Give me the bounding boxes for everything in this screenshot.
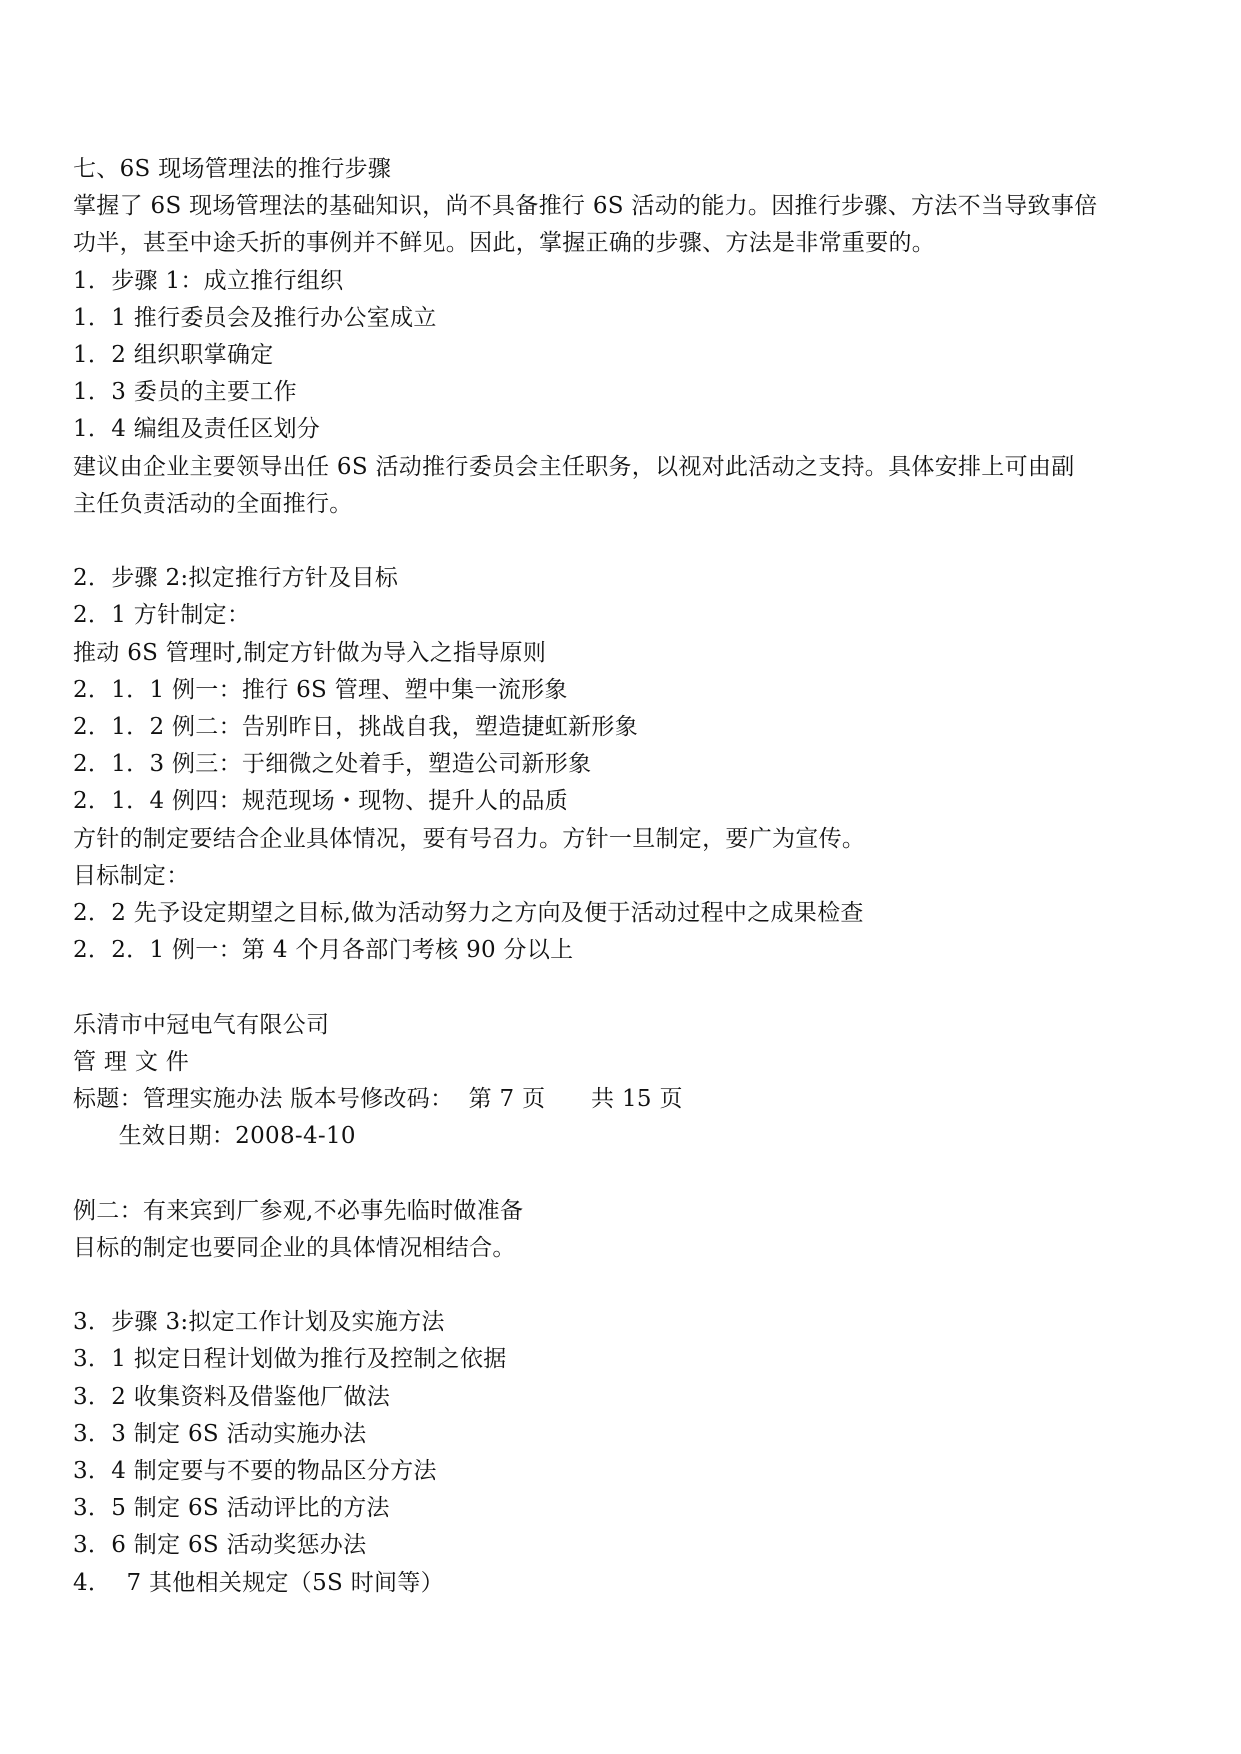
paragraph-line: 建议由企业主要领导出任 6S 活动推行委员会主任职务，以视对此活动之支持。具体安排上可由副 (73, 453, 1075, 480)
step-title: 1．步骤 1：成立推行组织 (73, 267, 344, 294)
section-heading: 七、6S 现场管理法的推行步骤 (73, 156, 392, 182)
spacer (73, 969, 1163, 1006)
company-name: 乐清市中冠电气有限公司 (73, 1011, 330, 1038)
doc-type: 管 理 文 件 (73, 1048, 190, 1075)
doc-title-line: 标题：管理实施办法 版本号修改码： 第 7 页 共 15 页 (73, 1086, 683, 1113)
spacer (73, 1267, 1163, 1304)
paragraph-line: 目标制定： (73, 862, 190, 889)
spacer (73, 1155, 1163, 1192)
list-item: 3．4 制定要与不要的物品区分方法 (73, 1458, 437, 1485)
list-item: 2．1 方针制定： (73, 602, 251, 629)
list-item: 2．1．1 例一：推行 6S 管理、塑中集一流形象 (73, 676, 568, 703)
paragraph-line: 主任负责活动的全面推行。 (73, 490, 353, 517)
step-title: 3．步骤 3:拟定工作计划及实施方法 (73, 1309, 445, 1336)
step-title: 2．步骤 2:拟定推行方针及目标 (73, 565, 399, 592)
spacer (73, 523, 1163, 560)
list-item: 1．1 推行委员会及推行办公室成立 (73, 304, 437, 331)
list-item: 3．3 制定 6S 活动实施办法 (73, 1420, 367, 1447)
paragraph-line: 目标的制定也要同企业的具体情况相结合。 (73, 1234, 516, 1261)
intro-line: 掌握了 6S 现场管理法的基础知识，尚不具备推行 6S 活动的能力。因推行步骤、方法不当导致事倍 (73, 193, 1098, 220)
list-item: 2．2 先予设定期望之目标,做为活动努力之方向及便于活动过程中之成果检查 (73, 900, 864, 927)
list-item: 4． 7 其他相关规定（5S 时间等） (73, 1569, 444, 1596)
list-item: 1．3 委员的主要工作 (73, 379, 297, 406)
list-item: 2．1．2 例二：告别昨日，挑战自我，塑造捷虹新形象 (73, 714, 639, 741)
paragraph-line: 方针的制定要结合企业具体情况，要有号召力。方针一旦制定，要广为宣传。 (73, 825, 866, 852)
list-item: 2．1．3 例三：于细微之处着手，塑造公司新形象 (73, 751, 592, 778)
document-body (73, 151, 1163, 1602)
list-item: 3．6 制定 6S 活动奖惩办法 (73, 1532, 367, 1559)
paragraph-line: 例二：有来宾到厂参观,不必事先临时做准备 (73, 1197, 524, 1224)
list-item: 3．5 制定 6S 活动评比的方法 (73, 1495, 390, 1522)
list-item: 2．2．1 例一：第 4 个月各部门考核 90 分以上 (73, 937, 574, 964)
intro-line: 功半，甚至中途夭折的事例并不鲜见。因此，掌握正确的步骤、方法是非常重要的。 (73, 230, 936, 257)
list-item: 3．2 收集资料及借鉴他厂做法 (73, 1383, 391, 1410)
paragraph-line: 推动 6S 管理时,制定方针做为导入之指导原则 (73, 639, 547, 666)
list-item: 2．1．4 例四：规范现场・现物、提升人的品质 (73, 788, 569, 815)
list-item: 3．1 拟定日程计划做为推行及控制之依据 (73, 1346, 507, 1373)
list-item: 1．2 组织职掌确定 (73, 342, 274, 369)
list-item: 1．4 编组及责任区划分 (73, 416, 321, 443)
effective-date: 生效日期：2008-4-10 (73, 1123, 356, 1150)
